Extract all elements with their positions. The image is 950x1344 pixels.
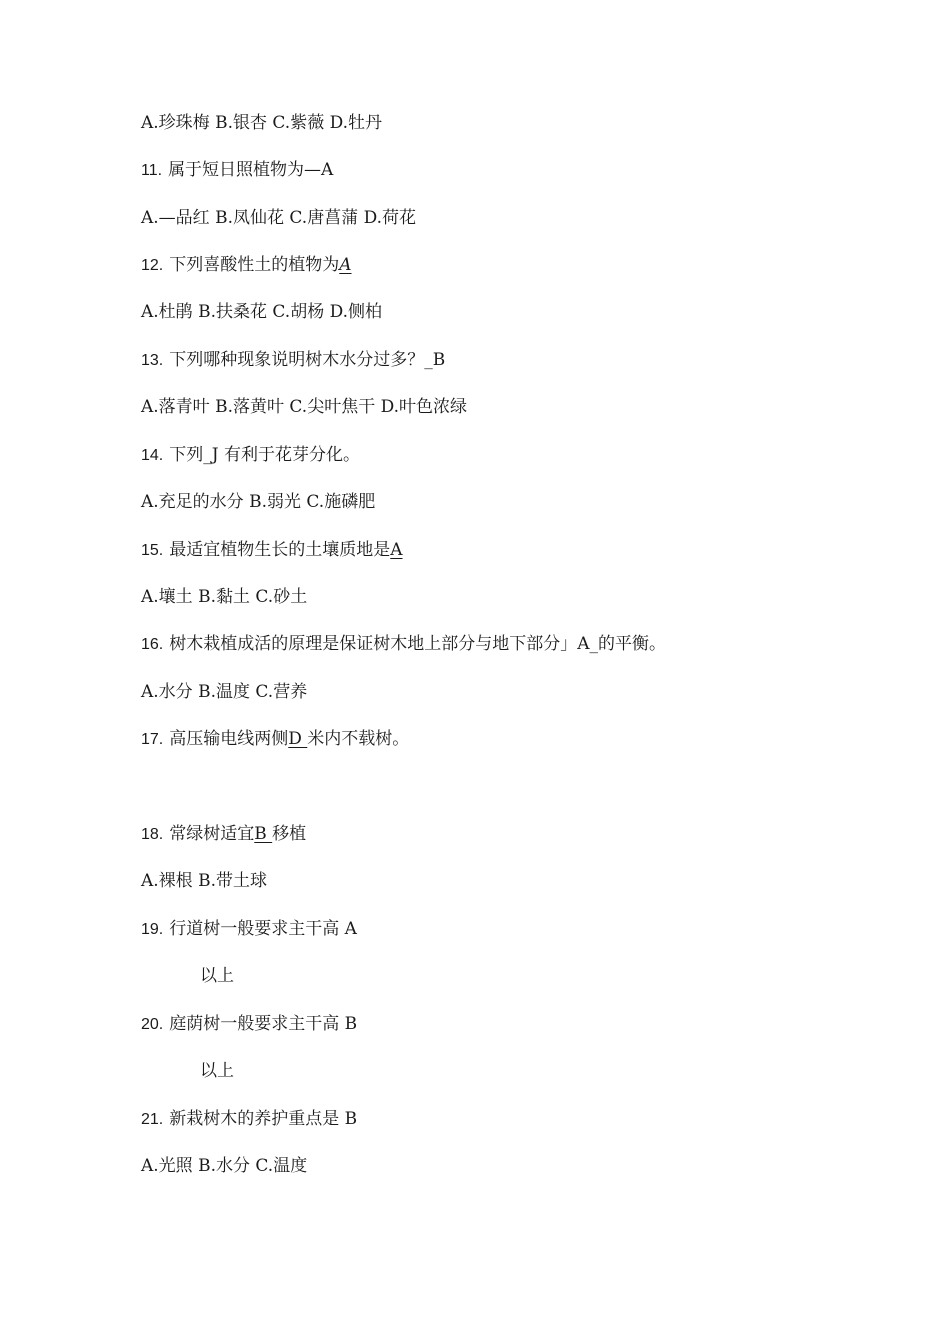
question-18 — [141, 822, 306, 846]
question-text: 高压输电线两侧 — [169, 729, 289, 749]
question-text: 下列喜酸性土的植物为 — [169, 255, 340, 275]
options-line: A.充足的水分 B.弱光 C.施磷肥 — [141, 492, 376, 512]
continuation-line: 以上 — [200, 1061, 234, 1081]
question-14 — [141, 443, 360, 467]
question-text: 庭荫树一般要求主干高 B — [169, 1014, 358, 1034]
question-11 — [141, 158, 333, 182]
answer-mark: A — [339, 255, 352, 275]
continuation-line: 以上 — [200, 966, 234, 986]
options-line: A.—品红 B.凤仙花 C.唐菖蒲 D.荷花 — [141, 208, 417, 228]
question-text: 下列_J 有利于花芽分化。 — [169, 445, 360, 465]
question-19 — [141, 917, 357, 941]
question-15 — [141, 538, 403, 562]
question-text: 行道树一般要求主干高 A — [169, 919, 357, 939]
options-line: A.落青叶 B.落黄叶 C.尖叶焦干 D.叶色浓绿 — [141, 397, 468, 417]
question-number: 12. — [141, 257, 164, 274]
question-number: 18. — [141, 826, 164, 843]
question-13 — [141, 348, 445, 372]
options-line: A.珍珠梅 B.银杏 C.紫薇 D.牡丹 — [141, 113, 383, 133]
question-number: 17. — [141, 731, 164, 748]
question-21 — [141, 1107, 357, 1131]
question-number: 15. — [141, 542, 164, 559]
question-number: 20. — [141, 1016, 164, 1033]
question-text-end: 米内不载树。 — [307, 729, 410, 749]
options-line: A.杜鹃 B.扶桑花 C.胡杨 D.侧柏 — [141, 302, 383, 322]
options-line: A.壤土 B.黏土 C.砂土 — [141, 587, 308, 607]
question-text: 属于短日照植物为—A — [168, 160, 334, 180]
question-number: 19. — [141, 921, 164, 938]
question-17 — [141, 727, 409, 751]
options-line: A.水分 B.温度 C.营养 — [141, 682, 308, 702]
question-text: 树木栽植成活的原理是保证树木地上部分与地下部分」A_的平衡。 — [169, 634, 667, 654]
question-text: 下列哪种现象说明树木水分过多？_B — [169, 350, 446, 370]
answer-mark: A — [390, 540, 403, 560]
question-number: 13. — [141, 352, 164, 369]
options-line: A.光照 B.水分 C.温度 — [141, 1156, 308, 1176]
answer-mark: D — [288, 729, 308, 749]
question-number: 14. — [141, 447, 164, 464]
question-number: 21. — [141, 1111, 164, 1128]
question-text-end: 移植 — [272, 824, 307, 844]
question-text: 常绿树适宜 — [169, 824, 255, 844]
question-text: 新栽树木的养护重点是 B — [169, 1109, 358, 1129]
question-text: 最适宜植物生长的土壤质地是 — [169, 540, 391, 560]
answer-mark: B — [254, 824, 273, 844]
question-20 — [141, 1012, 357, 1036]
question-12 — [141, 253, 352, 277]
question-number: 11. — [141, 162, 163, 179]
options-line: A.裸根 B.带土球 — [141, 871, 267, 891]
question-number: 16. — [141, 636, 164, 653]
question-16 — [141, 632, 666, 656]
